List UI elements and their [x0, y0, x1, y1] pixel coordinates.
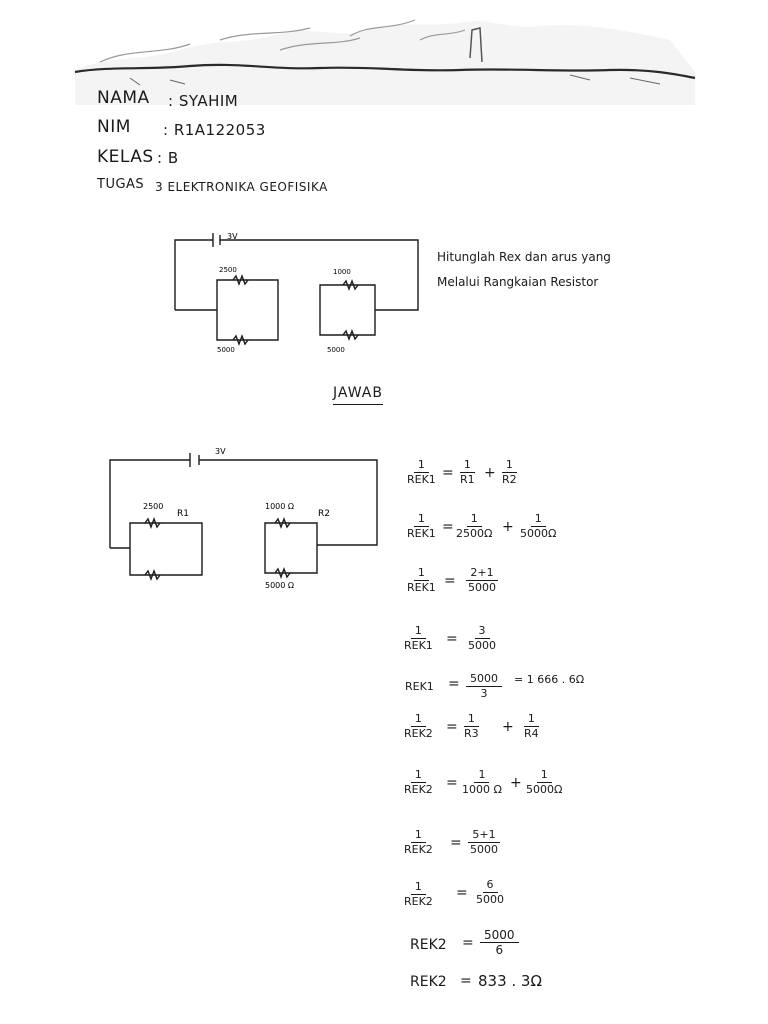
work-l5-term-a: $\frac{5000}{3}$ [466, 672, 502, 701]
work-l7-lhs: 1 REK2 [404, 768, 433, 796]
work-l8-eq: = [450, 835, 462, 851]
work-l7-plus: + [510, 775, 522, 791]
question-line-2: Melalui Rangkaian Resistor [437, 275, 599, 289]
work-l1-eq: = [442, 465, 454, 481]
q-r2-label: 5000 [217, 346, 235, 354]
work-l2-term-a: $\frac{1}{2500\Omega}$ [456, 512, 493, 540]
battery-icon [190, 453, 199, 467]
work-l11-eq: = [460, 973, 472, 989]
kelas-label: KELAS [97, 147, 154, 167]
a-battery-label: 3V [215, 447, 226, 456]
work-l3-term-a: $\frac{2+1}{5000}$ [468, 566, 496, 594]
work-l10-lhs: REK2 [410, 937, 447, 953]
a-r2-value: 1000 Ω [265, 502, 295, 511]
work-l1-plus: + [484, 465, 496, 481]
work-l4-lhs: 1 REK1 [404, 624, 433, 652]
work-l6-plus: + [502, 719, 514, 735]
work-l8-lhs: 1 REK2 [404, 828, 433, 856]
work-l1-term-b: $\frac{1}{R2}$ [502, 458, 517, 486]
work-l2-plus: + [502, 519, 514, 535]
work-l4-term-a: $\frac{3}{5000}$ [468, 624, 496, 652]
work-l2-eq: = [442, 519, 454, 535]
work-l6-term-b: $\frac{1}{R4}$ [524, 712, 539, 740]
a-r4-value: 5000 Ω [265, 581, 295, 590]
nama-label: NAMA [97, 88, 150, 108]
torn-paper-edge [70, 0, 700, 105]
work-l4-eq: = [446, 631, 458, 647]
work-l9-eq: = [456, 885, 468, 901]
work-l2-term-b: $\frac{1}{5000\Omega}$ [520, 512, 557, 540]
work-l10-eq: = [462, 935, 474, 951]
nim-value: : R1A122053 [163, 121, 266, 139]
work-l7-term-b: $\frac{1}{5000\Omega}$ [526, 768, 563, 796]
tugas-value: 3 ELEKTRONIKA GEOFISIKA [155, 180, 328, 194]
work-l3-lhs: 1 REK1 [407, 566, 436, 594]
answer-heading: JAWAB [333, 385, 383, 405]
work-l8-term-a: $\frac{5+1}{5000}$ [470, 828, 498, 856]
work-l1-lhs: 1 REK1 [407, 458, 436, 486]
work-l6-lhs: 1 REK2 [404, 712, 433, 740]
battery-icon [213, 233, 220, 247]
work-l5-lhs: REK1 [405, 680, 434, 693]
q-battery-label: 3V [227, 232, 238, 241]
work-l6-eq: = [446, 719, 458, 735]
work-l7-eq: = [446, 775, 458, 791]
work-l1-term-a: $\frac{1}{R1}$ [460, 458, 475, 486]
question-line-1: Hitunglah Rex dan arus yang [437, 250, 611, 264]
q-r1-label: 2500 [219, 266, 237, 274]
work-l10-term-a: $\frac{5000}{6}$ [480, 928, 519, 957]
q-r4-label: 5000 [327, 346, 345, 354]
tugas-label: TUGAS [97, 177, 145, 192]
work-l7-term-a: $\frac{1}{1000 \Omega}$ [462, 768, 502, 796]
nama-value: : SYAHIM [168, 92, 239, 110]
q-r3-label: 1000 [333, 268, 351, 276]
work-l11-result: 833 . 3Ω [478, 972, 542, 990]
work-l5-result: = 1 666 . 6Ω [514, 673, 585, 686]
work-l5-eq: = [448, 676, 460, 692]
a-r1-value: 2500 [143, 502, 164, 511]
a-r2-name: R2 [318, 509, 330, 519]
work-l9-lhs: 1 REK2 [404, 880, 433, 908]
a-r1-name: R1 [177, 509, 189, 519]
work-l6-term-a: $\frac{1}{R3}$ [464, 712, 479, 740]
question-circuit-diagram [165, 225, 430, 360]
kelas-value: : B [157, 149, 179, 167]
work-l9-term-a: $\frac{6}{5000}$ [476, 878, 504, 906]
work-l3-eq: = [444, 573, 456, 589]
answer-circuit-diagram [105, 445, 385, 590]
work-l2-lhs: 1 REK1 [407, 512, 436, 540]
nim-label: NIM [97, 117, 131, 137]
work-l11-lhs: REK2 [410, 974, 447, 990]
